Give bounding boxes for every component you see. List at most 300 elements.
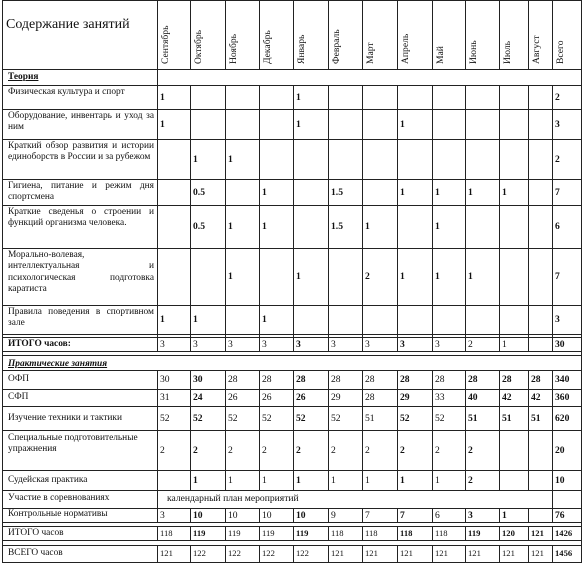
norms-total: 76: [555, 509, 565, 521]
practice-cell: 1: [400, 474, 405, 486]
vsego-cell: 121: [435, 548, 448, 558]
grid-line: [465, 337, 466, 351]
itogo-cell: 119: [468, 527, 481, 538]
grid-line: [2, 355, 582, 356]
grid-line: [2, 470, 582, 471]
practice-cell: 2: [228, 444, 233, 456]
theory-row-label: Правила поведения в спортивном зале: [8, 307, 154, 329]
itogo-cell: 119: [228, 527, 241, 538]
practice-cell: 26: [262, 392, 272, 403]
theory-total-cell: 3: [435, 338, 440, 350]
itogo-cell: 118: [160, 527, 173, 538]
vsego-cell: 122: [296, 548, 309, 558]
theory-cell: 1: [296, 118, 301, 130]
grid-line: [2, 540, 582, 541]
practice-cell: 2: [262, 444, 267, 456]
month-label: Август: [531, 35, 542, 64]
grid-line: [552, 490, 553, 508]
practice-cell: 29: [331, 392, 341, 403]
grid-line: [259, 370, 260, 490]
month-header-11: [499, 2, 528, 68]
theory-row-label: Краткие сведенья о строении и функций организма человека.: [8, 207, 154, 229]
theory-cell: 1: [400, 271, 405, 282]
grid-line: [397, 508, 398, 522]
grid-line: [2, 430, 582, 431]
grid-line: [432, 370, 433, 490]
grid-line: [362, 337, 363, 351]
month-label: Май: [435, 46, 446, 64]
grid-line: [499, 526, 500, 540]
itogo-cell: 119: [296, 527, 309, 538]
grid-line: [2, 0, 582, 1]
vsego-cell: 122: [193, 548, 206, 558]
grid-line: [2, 305, 582, 306]
grid-line: [2, 69, 582, 70]
grid-line: [157, 370, 158, 490]
itogo-total: 1426: [555, 527, 573, 538]
grid-line: [397, 337, 398, 351]
grid-line: [362, 85, 363, 337]
practice-cell: 28: [296, 374, 306, 385]
month-header-10: [465, 2, 499, 68]
practice-cell: 28: [365, 392, 375, 403]
grid-line: [2, 351, 582, 352]
month-header-8: [397, 2, 432, 68]
theory-total-value: 30: [555, 338, 565, 350]
practice-cell: 28: [502, 374, 512, 385]
grid-line: [2, 389, 582, 390]
practice-cell: 29: [400, 392, 410, 403]
grid-line: [465, 0, 466, 69]
itogo-cell: 119: [193, 527, 206, 538]
grid-line: [528, 0, 529, 69]
month-label: Февраль: [331, 29, 342, 64]
grid-line: [157, 337, 158, 351]
itogo-cell: 118: [365, 527, 378, 538]
grid-line: [552, 545, 553, 562]
theory-cell: 1: [400, 186, 405, 198]
theory-row-label: Краткий обзор развития и истории единоборств в России и за рубежом: [8, 141, 154, 163]
month-header-12: [528, 2, 552, 68]
grid-line: [2, 248, 582, 249]
grid-line: [432, 508, 433, 522]
grid-line: [157, 526, 158, 540]
practice-row-label: Специальные подготовительные упражнения: [8, 433, 138, 455]
vsego-cell: 121: [331, 548, 344, 558]
theory-cell: 1: [502, 186, 507, 198]
grid-line: [293, 85, 294, 337]
grid-line: [328, 337, 329, 351]
practice-cell: 1: [365, 474, 370, 486]
theory-cell: 1: [160, 314, 165, 325]
theory-cell: 1: [435, 271, 440, 282]
month-header-1: [157, 2, 190, 68]
norms-cell: 1: [502, 509, 507, 521]
grid-line: [190, 545, 191, 562]
grid-line: [499, 508, 500, 522]
practice-cell: 2: [435, 444, 440, 456]
grid-line: [528, 545, 529, 562]
theory-cell: 1: [160, 91, 165, 103]
itogo-cell: 120: [502, 527, 515, 538]
theory-row-label: Морально-волевая, интеллектуальная и психологическая подготовка каратиста: [8, 250, 154, 294]
grid-line: [190, 0, 191, 69]
month-header-2: [190, 2, 225, 68]
theory-row-label: Оборудование, инвентарь и уход за ним: [8, 111, 154, 133]
vsego-cell: 121: [468, 548, 481, 558]
grid-line: [225, 508, 226, 522]
vsego-cell: 122: [262, 548, 275, 558]
theory-row-total: 3: [555, 314, 560, 325]
theory-total-cell: 3: [228, 338, 233, 350]
grid-line: [293, 545, 294, 562]
grid-line: [397, 526, 398, 540]
grid-line: [432, 85, 433, 337]
theory-cell: 1: [193, 153, 198, 165]
theory-cell: 1: [468, 271, 473, 282]
grid-line: [293, 370, 294, 490]
practice-cell: 51: [468, 412, 478, 424]
theory-total-cell: 3: [365, 338, 370, 350]
vsego-cell: 121: [365, 548, 378, 558]
grid-line: [259, 545, 260, 562]
grid-line: [432, 0, 433, 69]
theory-total-cell: 3: [400, 338, 405, 350]
vsego-cell: 121: [400, 548, 413, 558]
practice-cell: 52: [435, 412, 445, 424]
practice-cell: 31: [160, 392, 170, 403]
grid-line: [225, 526, 226, 540]
practice-cell: 26: [228, 392, 238, 403]
grid-line: [259, 526, 260, 540]
month-label: Сентябрь: [160, 25, 171, 64]
practice-row-label: СФП: [8, 392, 29, 402]
vsego-total: 1456: [555, 548, 573, 558]
grid-line: [552, 526, 553, 540]
grid-line: [157, 0, 158, 69]
grid-line: [499, 370, 500, 490]
month-header-6: [328, 2, 362, 68]
norms-cell: 3: [468, 509, 473, 521]
theory-total-cell: 3: [160, 338, 165, 350]
grid-line: [2, 562, 582, 563]
practice-row-total: 360: [555, 392, 570, 403]
norms-cell: 3: [160, 509, 165, 521]
month-label: Декабрь: [262, 30, 273, 64]
grid-line: [552, 370, 553, 490]
itogo-cell: 118: [331, 527, 344, 538]
month-label: Июль: [502, 40, 513, 64]
theory-cell: 1: [262, 314, 267, 325]
itogo-cell: 118: [400, 527, 413, 538]
theory-cell: 1: [365, 221, 370, 232]
theory-total-cell: 2: [468, 338, 473, 350]
grid-line: [465, 85, 466, 337]
practice-cell: 52: [228, 412, 238, 424]
month-label: Октябрь: [193, 30, 204, 64]
grid-line: [2, 334, 582, 335]
theory-cell: 1: [435, 186, 440, 198]
grid-line: [328, 370, 329, 490]
theory-total-label: ИТОГО часов:: [8, 339, 71, 349]
month-label: Март: [365, 42, 376, 64]
grid-line: [190, 370, 191, 490]
theory-cell: 1: [468, 186, 473, 198]
practice-cell: 52: [160, 412, 170, 424]
practice-cell: 1: [296, 474, 301, 486]
grid-line: [499, 545, 500, 562]
grid-line: [465, 545, 466, 562]
grid-line: [2, 370, 582, 371]
month-header-13: [552, 2, 581, 68]
grid-line: [259, 508, 260, 522]
grid-line: [432, 337, 433, 351]
theory-row-total: 6: [555, 221, 560, 232]
grid-line: [2, 508, 582, 509]
practice-cell: 26: [296, 392, 306, 403]
practice-cell: 2: [468, 474, 473, 486]
grid-line: [499, 337, 500, 351]
grid-line: [225, 0, 226, 69]
theory-total-cell: 3: [262, 338, 267, 350]
grid-line: [157, 490, 158, 508]
grid-line: [397, 370, 398, 490]
norms-cell: 7: [365, 509, 370, 521]
grid-line: [259, 85, 260, 337]
norms-cell: 7: [400, 509, 405, 521]
itogo-cell: 118: [435, 527, 448, 538]
practice-cell: 30: [193, 374, 203, 385]
theory-cell: 1: [160, 118, 165, 130]
month-label: Апрель: [400, 33, 411, 64]
practice-cell: 2: [296, 444, 301, 456]
theory-cell: 1: [262, 186, 267, 198]
month-header-4: [259, 2, 293, 68]
norms-cell: 10: [262, 509, 272, 521]
practice-cell: 52: [296, 412, 306, 424]
grid-line: [328, 526, 329, 540]
vsego-cell: 121: [502, 548, 515, 558]
practice-cell: 1: [435, 474, 440, 486]
norms-cell: 10: [228, 509, 238, 521]
month-label: Январь: [296, 34, 307, 64]
practice-row-total: 340: [555, 374, 570, 385]
grid-line: [2, 406, 582, 407]
grid-line: [552, 508, 553, 522]
practice-cell: 24: [193, 392, 203, 403]
month-header-3: [225, 2, 259, 68]
competition-label: Участие в соревнованиях: [8, 493, 110, 503]
theory-cell: 1: [296, 91, 301, 103]
month-label: Всего: [555, 40, 566, 64]
grid-line: [293, 526, 294, 540]
theory-row-total: 2: [555, 153, 560, 165]
practice-cell: 52: [400, 412, 410, 424]
grid-line: [465, 370, 466, 490]
grid-line: [2, 205, 582, 206]
grid-line: [2, 545, 582, 546]
practice-cell: 51: [365, 412, 375, 424]
theory-row-total: 3: [555, 118, 560, 130]
section-practice: Практические занятия: [8, 359, 108, 369]
practice-cell: 28: [228, 374, 238, 385]
practice-cell: 28: [468, 374, 478, 385]
practice-cell: 2: [365, 444, 370, 456]
month-label: Июнь: [468, 40, 479, 64]
grid-line: [397, 0, 398, 69]
grid-line: [2, 85, 582, 86]
grid-line: [328, 545, 329, 562]
practice-cell: 1: [262, 474, 267, 486]
grid-line: [528, 337, 529, 351]
practice-cell: 42: [502, 392, 512, 403]
grid-line: [259, 0, 260, 69]
practice-cell: 2: [160, 444, 165, 456]
grid-line: [328, 508, 329, 522]
practice-cell: 52: [262, 412, 272, 424]
theory-cell: 1: [228, 221, 233, 232]
practice-row-label: Судейская практика: [8, 474, 88, 485]
column-header-content: Содержание занятий: [6, 17, 130, 32]
grid-line: [190, 85, 191, 337]
grid-line: [362, 526, 363, 540]
theory-cell: 1.5: [331, 221, 343, 232]
theory-cell: 1: [262, 221, 267, 232]
practice-cell: 52: [331, 412, 341, 424]
practice-cell: 51: [502, 412, 512, 424]
grid-line: [293, 337, 294, 351]
practice-row-total: 20: [555, 444, 565, 456]
month-header-5: [293, 2, 328, 68]
practice-cell: 42: [531, 392, 541, 403]
grid-line: [157, 508, 158, 522]
theory-total-cell: 1: [502, 338, 507, 350]
grid-line: [293, 0, 294, 69]
theory-cell: 1: [193, 314, 198, 325]
vsego-cell: 122: [228, 548, 241, 558]
vsego-cell: 121: [160, 548, 173, 558]
grid-line: [328, 0, 329, 69]
practice-cell: 52: [193, 412, 203, 424]
theory-cell: 0.5: [193, 186, 205, 198]
grid-line: [2, 522, 582, 523]
grid-line: [2, 526, 582, 527]
theory-cell: 0.5: [193, 221, 205, 232]
grid-line: [190, 337, 191, 351]
itogo-cell: 121: [531, 527, 544, 538]
practice-cell: 28: [365, 374, 375, 385]
grid-line: [225, 370, 226, 490]
practice-cell: 2: [400, 444, 405, 456]
itogo-label: ИТОГО часов: [8, 528, 64, 538]
grid-line: [2, 490, 582, 491]
practice-cell: 28: [262, 374, 272, 385]
grid-line: [2, 139, 582, 140]
grid-line: [225, 85, 226, 337]
theory-row-total: 7: [555, 186, 560, 198]
grid-line: [397, 85, 398, 337]
practice-cell: 28: [331, 374, 341, 385]
practice-row-total: 620: [555, 412, 570, 424]
grid-line: [397, 545, 398, 562]
month-header-7: [362, 2, 397, 68]
grid-line: [528, 508, 529, 522]
practice-cell: 33: [435, 392, 445, 403]
grid-line: [528, 526, 529, 540]
grid-line: [225, 337, 226, 351]
itogo-cell: 119: [262, 527, 275, 538]
grid-line: [190, 508, 191, 522]
grid-line: [293, 508, 294, 522]
practice-cell: 2: [193, 444, 198, 456]
grid-line: [157, 545, 158, 562]
grid-line: [157, 85, 158, 337]
grid-line: [465, 508, 466, 522]
section-theory: Теория: [8, 72, 39, 82]
norms-cell: 10: [193, 509, 203, 521]
practice-cell: 2: [331, 444, 336, 456]
grid-line: [2, 337, 582, 338]
theory-cell: 1: [228, 271, 233, 282]
grid-line: [465, 526, 466, 540]
practice-cell: 28: [435, 374, 445, 385]
vsego-cell: 121: [531, 548, 544, 558]
grid-line: [328, 85, 329, 337]
theory-total-cell: 3: [193, 338, 198, 350]
vsego-label: ВСЕГО часов: [8, 548, 63, 558]
grid-line: [259, 337, 260, 351]
practice-cell: 40: [468, 392, 478, 403]
norms-cell: 9: [331, 509, 336, 521]
grid-line: [2, 109, 582, 110]
grid-line: [362, 508, 363, 522]
grid-line: [2, 179, 582, 180]
theory-row-label: Гигиена, питание и режим дня спортсмена: [8, 181, 154, 203]
grid-line: [552, 0, 553, 69]
theory-row-label: Физическая культура и спорт: [8, 87, 125, 97]
practice-cell: 28: [400, 374, 410, 385]
grid-line: [432, 545, 433, 562]
grid-line: [528, 85, 529, 337]
theory-row-total: 2: [555, 91, 560, 103]
practice-cell: 28: [531, 374, 541, 385]
theory-cell: 1.5: [331, 186, 343, 198]
grid-line: [552, 337, 553, 351]
practice-row-label: ОФП: [8, 374, 30, 384]
grid-line: [190, 526, 191, 540]
theory-cell: 1: [228, 153, 233, 165]
grid-line: [499, 0, 500, 69]
theory-cell: 1: [400, 118, 405, 130]
practice-cell: 1: [228, 474, 233, 486]
grid-line: [499, 85, 500, 337]
grid-line: [362, 370, 363, 490]
theory-cell: 2: [365, 271, 370, 282]
theory-total-cell: 3: [296, 338, 301, 350]
practice-cell: 1: [331, 474, 336, 486]
grid-line: [362, 0, 363, 69]
grid-line: [432, 526, 433, 540]
theory-cell: 1: [435, 221, 440, 232]
practice-row-total: 10: [555, 474, 565, 486]
competition-note: календарный план мероприятий: [167, 493, 299, 504]
practice-cell: 2: [468, 444, 473, 456]
grid-line: [552, 85, 553, 337]
norms-cell: 10: [296, 509, 306, 521]
practice-cell: 51: [531, 412, 541, 424]
grid-line: [225, 545, 226, 562]
grid-line: [362, 545, 363, 562]
